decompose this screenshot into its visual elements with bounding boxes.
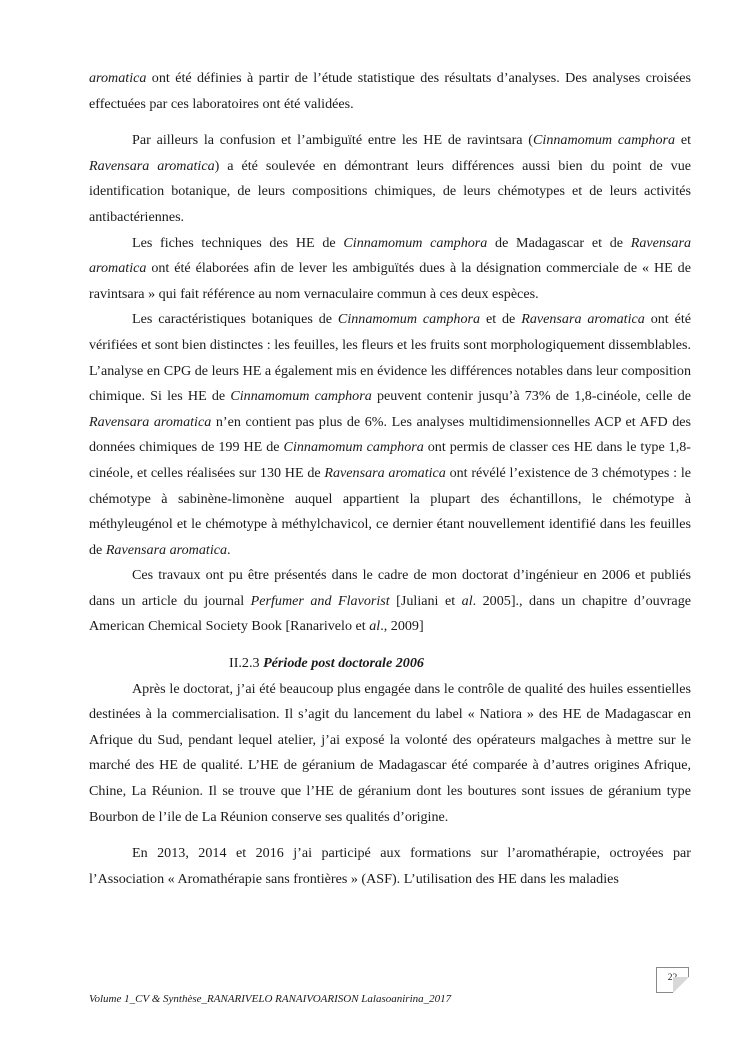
paragraph-5: Ces travaux ont pu être présentés dans le cadre de mon doctorat d’ingénieur en 2006 et publiés dans un article du journal Perfumer and Flavorist [Juliani et al. 2005]., dans un chapitre d’ouvrage American Chemical Society Book [Ranarivelo et al., 2009] xyxy=(89,567,691,635)
paragraph-2: Par ailleurs la confusion et l’ambiguïté entre les HE de ravintsara (Cinnamomum camphora et Ravensara aromatica) a été soulevée en démontrant leurs différences aussi bien du point de vue identification botanique, de leurs compositions chimiques, de leurs chémotypes et de leurs activités antibactériennes. xyxy=(89,132,692,225)
species-name: Ravensara aromatica xyxy=(89,157,215,174)
species-name: Cinnamomum camphora xyxy=(337,311,481,328)
species-name: Ravensara aromatica xyxy=(105,541,228,558)
species-name: Ravensara aromatica xyxy=(521,311,645,328)
page-number: 22 xyxy=(656,967,689,993)
paragraph-4: Les caractéristiques botaniques de Cinnamomum camphora et de Ravensara aromatica ont été vérifiées et sont bien distinctes : les feuilles, les fleurs et les fruits sont morphologiquement dissemblables. L’analyse en CPG de leurs HE a également mis en évidence les différences notables dans leur composition chimique. Si les HE de Cinnamomum camphora peuvent contenir jusqu’à 73% de 1,8-cinéole, celle de Ravensara aromatica n’en contient pas plus de 6%. Les analyses multidimensionnelles ACP et AFD des données chimiques de 199 HE de Cinnamomum camphora ont permis de classer ces HE dans le type 1,8-cinéole, et celles réalisées sur 130 HE de Ravensara aromatica ont révélé l’existence de 3 chémotypes : le chémotype à sabinène-limonène auquel appartient la plupart des échantillons, le chémotype à méthyleugénol et le chémotype à méthylchavicol, ce dernier étant nouvellement identifié dans les feuilles de Ravensara aromatica. xyxy=(89,311,692,558)
species-name: Cinnamomum camphora xyxy=(230,388,372,405)
species-name: Cinnamomum camphora xyxy=(533,132,676,149)
section-title: Période post doctorale 2006 xyxy=(263,655,424,672)
page-footer: Volume 1_CV & Synthèse_RANARIVELO RANAIVOARISON Lalasoanirina_2017 xyxy=(89,993,452,1005)
document-body xyxy=(89,66,691,892)
species-name: Ravensara aromatica xyxy=(89,413,212,430)
species-name: Ravensara aromatica xyxy=(324,464,446,481)
section-heading xyxy=(89,651,691,677)
species-name: Ravensara aromatica xyxy=(89,234,691,277)
section-number: II.2.3 xyxy=(229,655,264,672)
paragraph-3: Les fiches techniques des HE de Cinnamomum camphora de Madagascar et de Ravensara aromatica ont été élaborées afin de lever les ambiguïtés dues à la désignation commerciale de « HE de ravintsara » qui fait référence au nom vernaculaire commun à ces deux espèces. xyxy=(89,234,691,302)
paragraph-6: Après le doctorat, j’ai été beaucoup plus engagée dans le contrôle de qualité des huiles essentielles destinées à la commercialisation. Il s’agit du lancement du label « Natiora » des HE de Madagascar en Afrique du Sud, pendant lequel atelier, j’ai exposé la volonté des opérateurs malgaches à mettre sur le marché des HE de qualité. L’HE de géranium de Madagascar été comparée à d’autres origines Afrique, Chine, La Réunion. Il se trouve que l’HE de géranium dont les boutures sont issues de géranium type Bourbon de l’ile de La Réunion conserve ses qualités d’origine. xyxy=(89,680,691,825)
journal-title: Perfumer and Flavorist xyxy=(250,592,390,609)
paragraph-7: En 2013, 2014 et 2016 j’ai participé aux formations sur l’aromathérapie, octroyées par l’Association « Aromathérapie sans frontières » (ASF). L’utilisation des HE dans les maladies xyxy=(89,845,691,887)
species-name: Cinnamomum camphora xyxy=(343,234,488,251)
species-name: aromatica xyxy=(89,70,147,86)
species-name: Cinnamomum camphora xyxy=(283,439,424,456)
paragraph-1: aromatica ont été définies à partir de l’étude statistique des résultats d’analyses. Des analyses croisées effectuées par ces laboratoires ont été validées. xyxy=(89,70,691,112)
